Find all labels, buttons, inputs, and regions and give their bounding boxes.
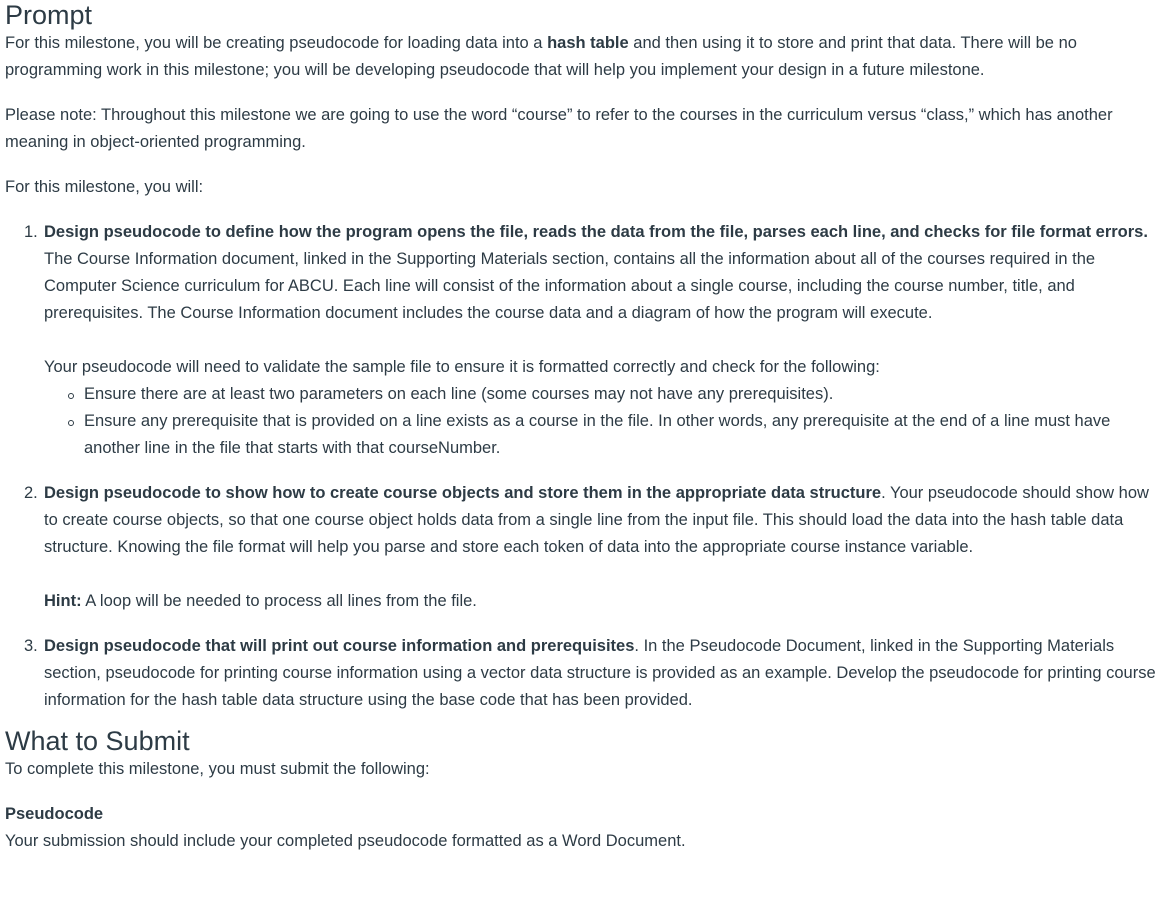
- prompt-heading: Prompt: [5, 0, 93, 30]
- item-bold: Design pseudocode to show how to create course objects and store them in the appropriate data structure: [44, 484, 882, 502]
- intro-bold: hash table: [547, 34, 629, 52]
- bullet-text: Ensure there are at least two parameters on each line (some courses may not have any prerequisites).: [84, 385, 834, 403]
- item-bold: Design pseudocode that will print out course information and prerequisites: [44, 637, 635, 655]
- submit-subheading: [5, 801, 1161, 828]
- prompt-intro: [5, 30, 1161, 84]
- submit-lead: To complete this milestone, you must submit the following:: [5, 760, 430, 778]
- bullet-icon: [68, 420, 74, 426]
- submit-heading: What to Submit: [5, 726, 190, 756]
- item-number: 1.: [24, 223, 38, 241]
- bullet-text: Ensure any prerequisite that is provided on a line exists as a course in the file. In other words, any prerequisite at the end of a line must have another line in the file that starts with that courseNumber.: [84, 412, 1111, 457]
- bullet-item: [44, 381, 1161, 408]
- list-item: [5, 219, 1161, 480]
- item-bold: Design pseudocode to define how the program opens the file, reads the data from the file, parses each line, and checks for file format errors.: [44, 223, 1148, 241]
- prompt-note: Please note: Throughout this milestone we are going to use the word “course” to refer to the courses in the curriculum versus “class,” which has another meaning in object-oriented programming.: [5, 106, 1113, 151]
- item-text: . In the Pseudocode Document, linked in the Supporting Materials section, pseudocode for printing course information using a vector data structure is provided as an example. Develop the pseudocode for printing course information for the hash table data structure using the base code that has been provided.: [44, 637, 1156, 709]
- item-number: 2.: [24, 484, 38, 502]
- item-para: Your pseudocode will need to validate the sample file to ensure it is formatted correctly and check for the following:: [44, 358, 880, 376]
- hint-label: Hint:: [44, 592, 82, 610]
- item-text: . Your pseudocode should show how to create course objects, so that one course object holds data from a single line from the input file. This should load the data into the hash table data structure. Knowing the file format will help you parse and store each token of data into the appropriate course instance variable.: [44, 484, 1149, 556]
- item-text: The Course Information document, linked in the Supporting Materials section, contains all the information about all of the courses required in the Computer Science curriculum for ABCU. Each line will consist of the information about a single course, including the course number, title, and prerequisites. The Course Information document includes the course data and a diagram of how the program will execute.: [44, 250, 1096, 322]
- submit-text: Your submission should include your completed pseudocode formatted as a Word Document.: [5, 832, 686, 850]
- item-number: 3.: [24, 637, 38, 655]
- list-item: [5, 633, 1161, 714]
- bullet-list: [44, 381, 1161, 462]
- bullet-item: [44, 408, 1161, 462]
- list-item: [5, 480, 1161, 633]
- intro-text: For this milestone, you will be creating pseudocode for loading data into a: [5, 34, 548, 52]
- hint: [44, 588, 1161, 615]
- hint-text: A loop will be needed to process all lines from the file.: [81, 592, 477, 610]
- bullet-icon: [68, 393, 74, 399]
- pseudocode-label: Pseudocode: [5, 805, 104, 823]
- intro-text-end: and then using it to store and print that data. There will be no programming work in this milestone; you will be developing pseudocode that will help you implement your design in a future milestone.: [5, 34, 1077, 79]
- milestone-list: [5, 219, 1161, 714]
- prompt-lead: For this milestone, you will:: [5, 178, 204, 196]
